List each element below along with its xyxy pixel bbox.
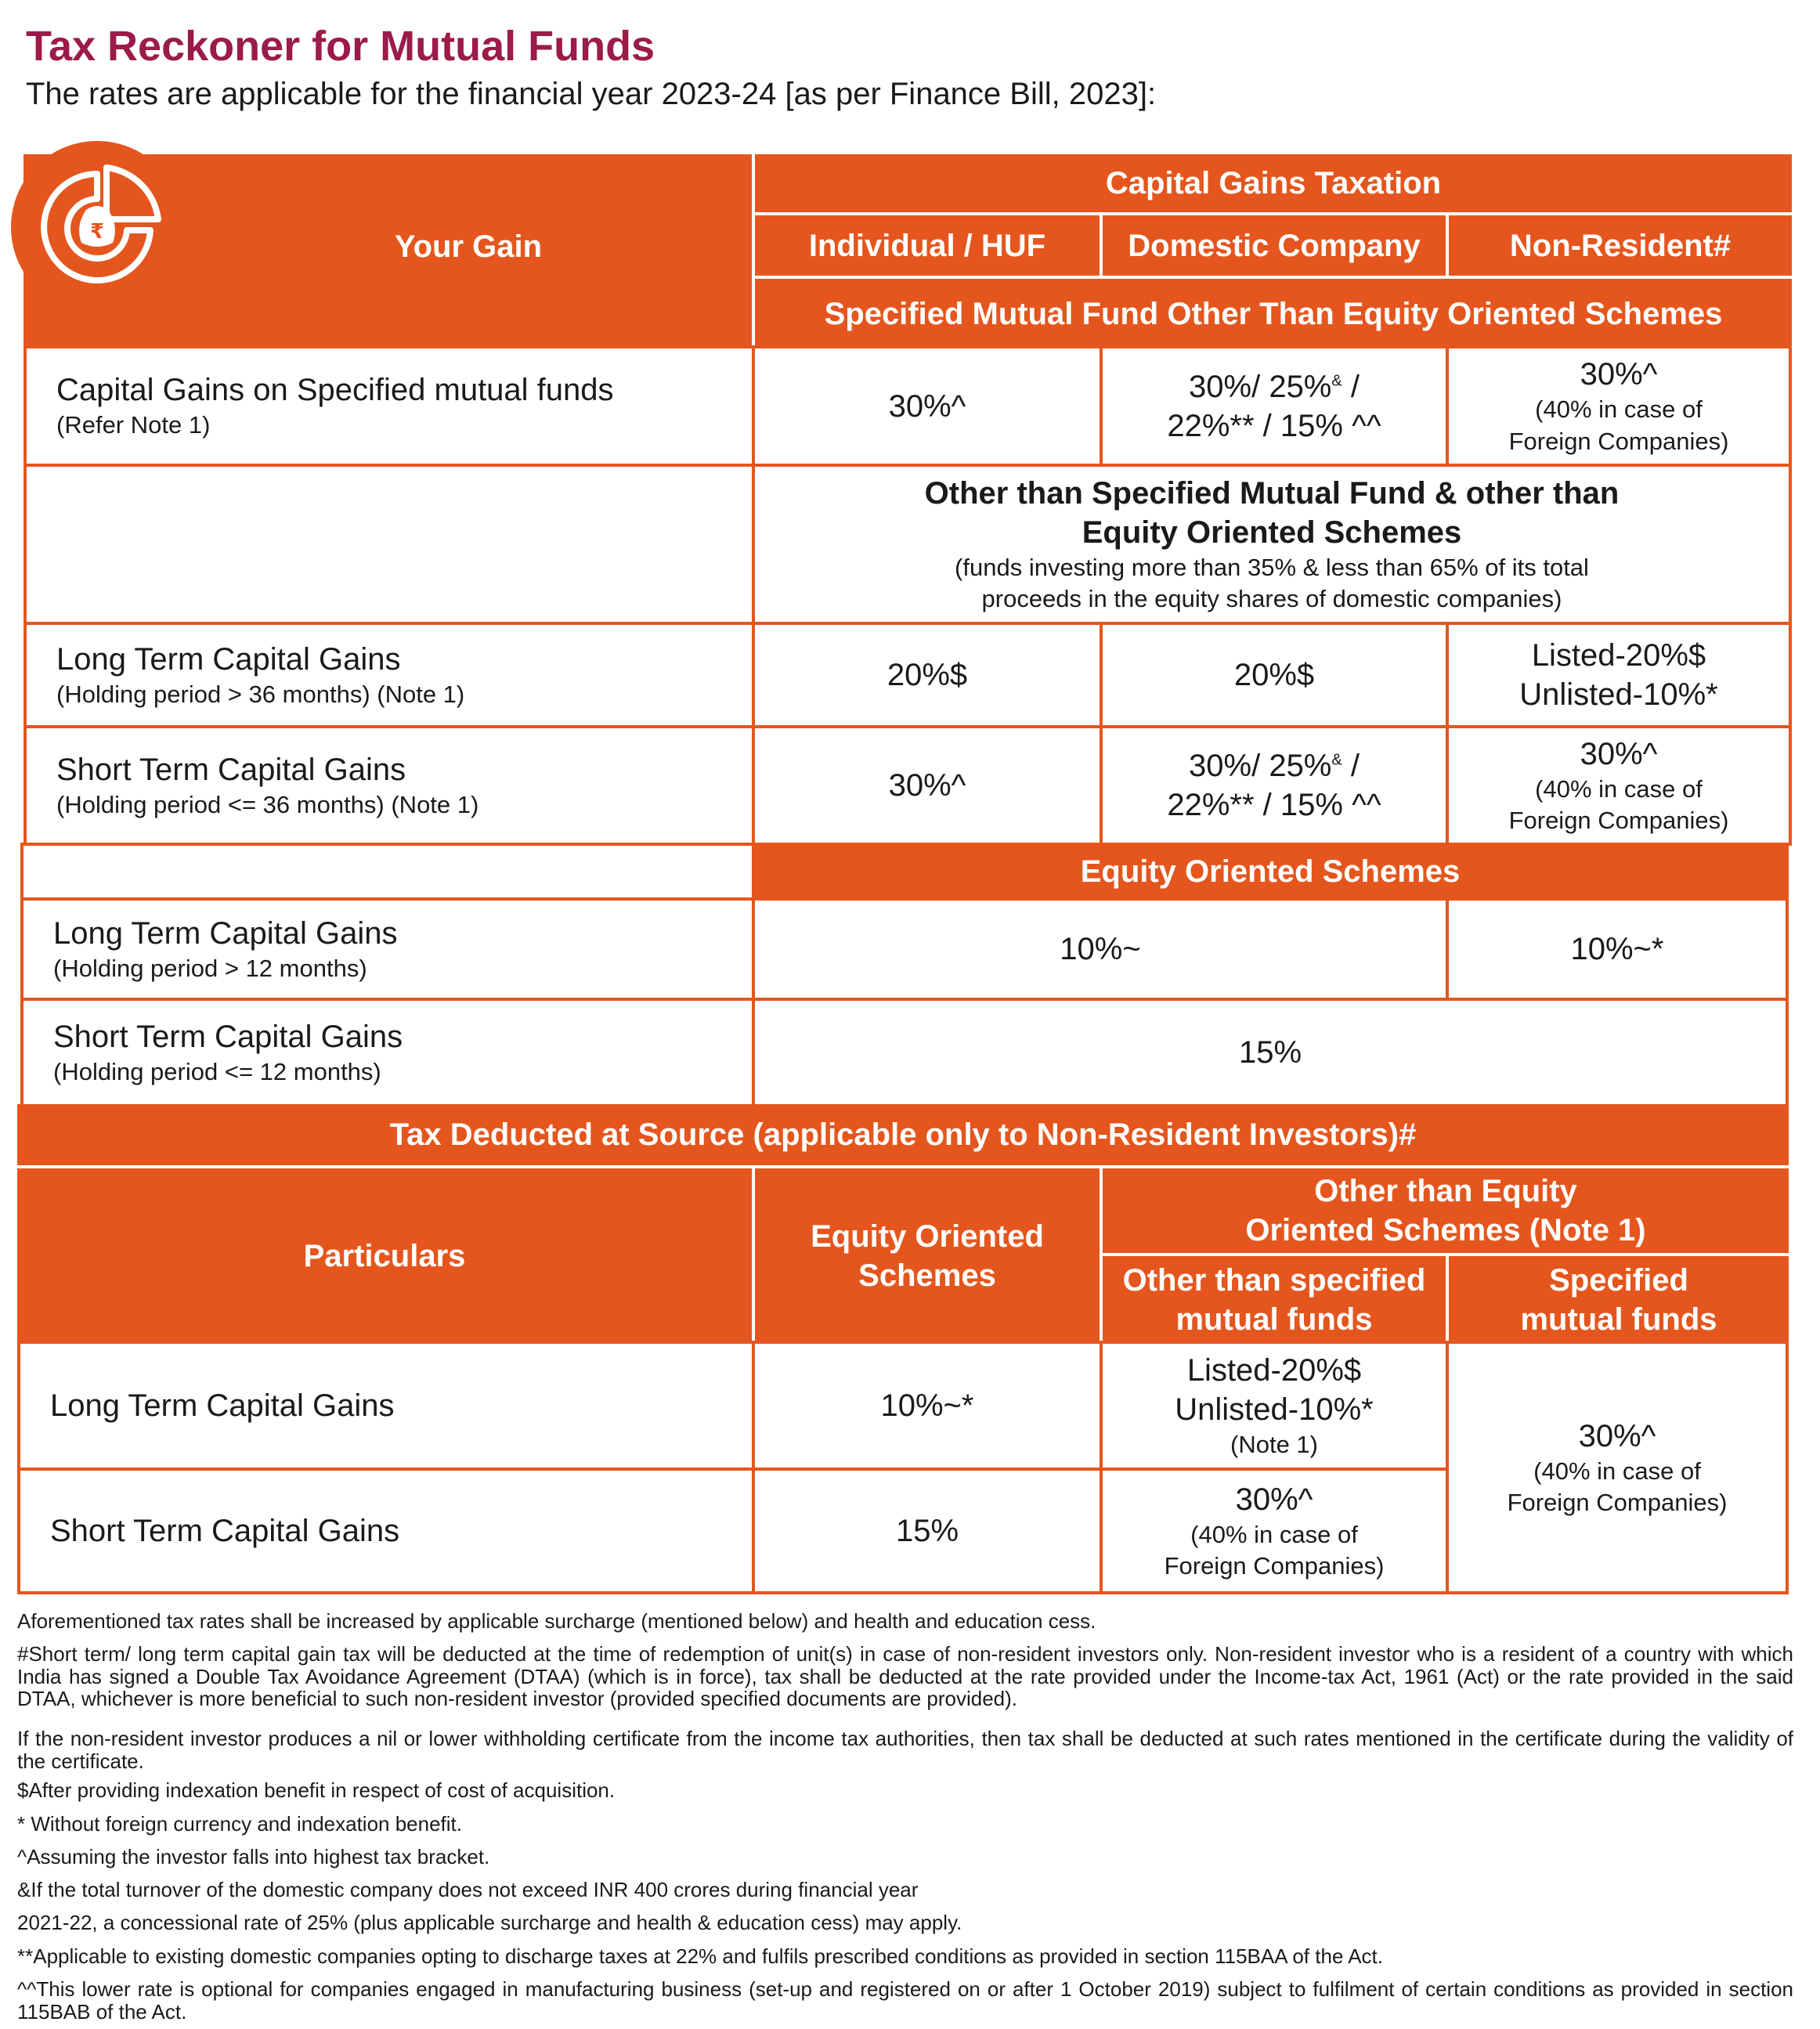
- footnote: Aforementioned tax rates shall be increased by applicable surcharge (mentioned below) and health and education cess.: [17, 1609, 1096, 1633]
- tds-title-band: Tax Deducted at Source (applicable only to Non-Resident Investors)#: [17, 1104, 1789, 1165]
- rate-value: 15%: [1238, 1035, 1302, 1070]
- row-label: Short Term Capital Gains: [56, 752, 406, 787]
- non-resident-header: Non-Resident#: [1449, 215, 1792, 276]
- stcg-12-label-cell: [20, 998, 755, 1107]
- other-than-specified-heading-cell: [752, 464, 1792, 625]
- rate-value: 20%$: [1233, 658, 1315, 692]
- stcg-12-all-cell: [752, 998, 1789, 1107]
- row-label: Capital Gains on Specified mutual funds: [56, 373, 614, 408]
- specified-mf-individual-cell: [752, 345, 1103, 467]
- domestic-company-header: Domestic Company: [1103, 215, 1446, 276]
- tds-stcg-label-cell: [17, 1468, 755, 1594]
- row-label: Long Term Capital Gains: [50, 1388, 395, 1423]
- rate-value: 30%^: [888, 768, 966, 803]
- header-line: Equity Oriented: [811, 1219, 1044, 1254]
- footnote: * Without foreign currency and indexation benefit.: [17, 1812, 463, 1836]
- rate-note: (40% in case of: [1535, 395, 1703, 424]
- tds-ltcg-equity-cell: [752, 1341, 1103, 1471]
- specified-mf-nr-cell: [1446, 345, 1792, 467]
- rate-note: Foreign Companies): [1508, 427, 1729, 455]
- section-title: Equity Oriented Schemes: [1082, 514, 1462, 550]
- ltcg-36-domestic-cell: [1100, 622, 1449, 728]
- stcg-36-domestic-cell: [1100, 725, 1449, 846]
- rate-value: 10%~*: [1570, 932, 1664, 966]
- rate-value-line1: [1189, 367, 1360, 406]
- footnote-mark: &: [1331, 751, 1342, 769]
- footnote: **Applicable to existing domestic companies opting to discharge taxes at 22% and fulfils prescribed conditions as provided in section 115BAA of the Act.: [17, 1944, 1383, 1968]
- rate-text: /: [1342, 749, 1360, 783]
- rate-text: 30%/ 25%: [1189, 749, 1332, 783]
- page-title: Tax Reckoner for Mutual Funds: [26, 23, 655, 70]
- footnote: ^^This lower rate is optional for companies engaged in manufacturing business (set-up and registered on or after 1 October 2019) subject to fulfilment of certain conditions as provided in section 115BAB of the Act.: [17, 1977, 1793, 2024]
- rate-note: (40% in case of: [1535, 774, 1703, 803]
- rate-text: 30%/ 25%: [1189, 369, 1332, 404]
- tds-specified-mf-cell: [1446, 1341, 1789, 1594]
- header-line: mutual funds: [1520, 1302, 1717, 1337]
- rate-value-line1: [1189, 746, 1360, 785]
- rate-text: /: [1342, 369, 1360, 404]
- stcg-36-individual-cell: [752, 725, 1103, 846]
- specified-mf-domestic-cell: [1100, 345, 1449, 467]
- footnote: #Short term/ long term capital gain tax will be deducted at the time of redemption of unit(s) in case of non-resident investors only. Non-resident investor who is a resident of a country with which India has signed a Double Tax Avoidance Agreement (DTAA) (which is in force), tax shall be deducted at the rate provided under the Income-tax Act, 1961 (Act) or the rate provided in the said DTAA, whichever is more beneficial to such non-resident investor (provided specified documents are provided).: [17, 1642, 1793, 1711]
- rate-value: 30%^: [1578, 1418, 1656, 1453]
- rate-value: Unlisted-10%*: [1175, 1392, 1374, 1427]
- footnote: &If the total turnover of the domestic company does not exceed INR 400 crores during financial year: [17, 1878, 919, 1901]
- rate-value: Listed-20%$: [1531, 638, 1706, 673]
- section-title: Other than Specified Mutual Fund & other than: [924, 475, 1620, 511]
- capital-gains-taxation-header: Capital Gains Taxation: [755, 154, 1792, 212]
- equity-oriented-header: Equity Oriented Schemes: [752, 843, 1789, 901]
- svg-text:₹: ₹: [89, 220, 105, 244]
- page-subtitle: The rates are applicable for the financial year 2023-24 [as per Finance Bill, 2023]:: [26, 77, 1157, 111]
- rate-value: 30%^: [1235, 1482, 1313, 1517]
- rate-note: Foreign Companies): [1507, 1489, 1728, 1516]
- row-sublabel: (Holding period > 12 months): [53, 954, 367, 982]
- section-desc: (funds investing more than 35% & less than 65% of its total: [955, 553, 1589, 581]
- blank-label-cell: [20, 843, 755, 901]
- footnote: 2021-22, a concessional rate of 25% (plus applicable surcharge and health & education cess) may apply.: [17, 1911, 962, 1934]
- rate-value: 10%~*: [880, 1388, 974, 1423]
- section-desc: proceeds in the equity shares of domestic companies): [981, 585, 1562, 612]
- footnote-mark: &: [1331, 372, 1342, 390]
- particulars-header: Particulars: [17, 1168, 752, 1344]
- rate-note: (40% in case of: [1533, 1457, 1701, 1485]
- stcg-36-label-cell: [23, 725, 755, 846]
- tds-ltcg-label-cell: [17, 1341, 755, 1471]
- your-gain-header: Your Gain: [185, 215, 752, 278]
- tds-ltcg-ots-cell: [1100, 1341, 1449, 1471]
- row-label: Long Term Capital Gains: [56, 641, 401, 677]
- row-sublabel: (Holding period > 36 months) (Note 1): [56, 680, 465, 708]
- ltcg-12-resident-cell: [752, 897, 1449, 1001]
- stcg-36-nr-cell: [1446, 725, 1792, 846]
- rate-note: (Note 1): [1230, 1430, 1318, 1458]
- ltcg-12-label-cell: [20, 897, 755, 1001]
- row-sublabel: (Holding period <= 12 months): [53, 1057, 381, 1085]
- rate-value: 30%^: [888, 388, 966, 424]
- rate-value: 30%^: [1580, 357, 1658, 392]
- footnote: ^Assuming the investor falls into highest tax bracket.: [17, 1845, 490, 1868]
- header-line: Other than Equity: [1314, 1174, 1577, 1208]
- ltcg-36-individual-cell: [752, 622, 1103, 728]
- specified-mf-section-header: Specified Mutual Fund Other Than Equity Oriented Schemes: [755, 279, 1792, 348]
- ltcg-36-label-cell: [23, 622, 755, 728]
- tds-stcg-equity-cell: [752, 1468, 1103, 1594]
- row-label: Long Term Capital Gains: [53, 915, 398, 951]
- rate-value: 30%^: [1580, 736, 1658, 771]
- tds-equity-header: [755, 1168, 1100, 1344]
- rate-value: 15%: [895, 1514, 959, 1548]
- header-line: Schemes: [858, 1258, 996, 1293]
- rate-value: 10%~: [1060, 932, 1141, 966]
- tds-other-than-specified-header: [1103, 1256, 1446, 1344]
- rate-note: Foreign Companies): [1164, 1552, 1385, 1580]
- header-line: Specified: [1549, 1263, 1688, 1298]
- rate-note: (40% in case of: [1190, 1520, 1358, 1548]
- rate-value-line2: 22%** / 15% ^^: [1167, 408, 1381, 443]
- header-line: Oriented Schemes (Note 1): [1245, 1213, 1646, 1247]
- row-label: Short Term Capital Gains: [50, 1514, 400, 1548]
- header-line: mutual funds: [1175, 1302, 1373, 1337]
- individual-huf-header: Individual / HUF: [755, 215, 1100, 276]
- rate-value: 20%$: [887, 658, 968, 692]
- rate-value-line2: 22%** / 15% ^^: [1167, 788, 1381, 822]
- footnote: If the non-resident investor produces a nil or lower withholding certificate from the income tax authorities, then tax shall be deducted at such rates mentioned in the certificate during the validity of the certificate.: [17, 1727, 1793, 1773]
- rupee-money-bag-pie-chart-icon: [9, 139, 185, 315]
- footnote: $After providing indexation benefit in respect of cost of acquisition.: [17, 1778, 616, 1802]
- ltcg-12-nr-cell: [1446, 897, 1789, 1001]
- rate-note: Foreign Companies): [1508, 807, 1729, 834]
- specified-mf-label-cell: [23, 345, 755, 467]
- rate-value: Listed-20%$: [1186, 1352, 1362, 1388]
- row-label: Short Term Capital Gains: [53, 1019, 403, 1054]
- header-line: Other than specified: [1122, 1263, 1426, 1298]
- ltcg-36-nr-cell: [1446, 622, 1792, 728]
- tds-other-than-equity-header: [1103, 1168, 1789, 1253]
- row-sublabel: (Refer Note 1): [56, 411, 211, 439]
- tds-stcg-ots-cell: [1100, 1468, 1449, 1594]
- tds-specified-header: [1449, 1256, 1789, 1344]
- rate-value: Unlisted-10%*: [1519, 677, 1718, 712]
- blank-label-cell: [23, 464, 755, 625]
- row-sublabel: (Holding period <= 36 months) (Note 1): [56, 790, 479, 818]
